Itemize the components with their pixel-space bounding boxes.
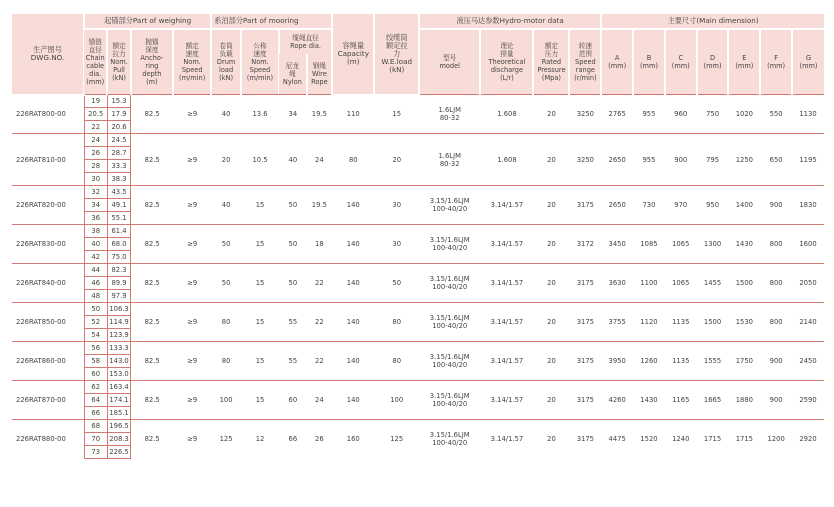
theoretical-discharge-cell: 3.14/1.57 <box>480 342 533 381</box>
drum-load-cell: 40 <box>211 186 241 225</box>
speed-range-cell: 3175 <box>569 264 601 303</box>
we-load-cell: 125 <box>374 420 419 459</box>
nom-pull-cell: 38.3 <box>107 173 130 186</box>
dim-d-cell: 1300 <box>697 225 729 264</box>
rated-pressure-cell: 20 <box>533 225 569 264</box>
nom-pull-cell: 24.5 <box>107 134 130 147</box>
dim-a-cell: 4475 <box>601 420 633 459</box>
theoretical-discharge-cell: 3.14/1.57 <box>480 225 533 264</box>
we-load-cell: 100 <box>374 381 419 420</box>
drum-load-cell: 40 <box>211 95 241 134</box>
chain-dia-cell: 70 <box>84 433 107 446</box>
drum-load-cell: 80 <box>211 342 241 381</box>
capacity-cell: 140 <box>332 225 374 264</box>
anchoring-depth-cell: 82.5 <box>131 225 173 264</box>
speed-range-cell: 3175 <box>569 342 601 381</box>
wire-rope-dia-cell: 24 <box>307 134 332 186</box>
rated-pressure-cell: 20 <box>533 342 569 381</box>
nom-pull-cell: 17.9 <box>107 108 130 121</box>
dwg-no-cell: 226RAT830-00 <box>12 225 84 264</box>
anchoring-depth-cell: 82.5 <box>131 134 173 186</box>
header-nom-pull: 额定 拉力 Nom. Pull (kN) <box>107 29 130 95</box>
moor-speed-cell: 15 <box>241 303 279 342</box>
header-dwg-no: 生产图号 DWG.NO. <box>12 14 84 95</box>
dim-e-cell: 1750 <box>728 342 760 381</box>
chain-dia-cell: 64 <box>84 394 107 407</box>
motor-model-cell: 3.15/1.6LJM 100-40/20 <box>419 186 480 225</box>
nom-pull-cell: 89.9 <box>107 277 130 290</box>
dim-b-cell: 1100 <box>633 264 665 303</box>
header-dim-d: D (mm) <box>697 29 729 95</box>
moor-speed-cell: 15 <box>241 225 279 264</box>
nom-pull-cell: 15.3 <box>107 95 130 108</box>
nom-pull-cell: 208.3 <box>107 433 130 446</box>
wire-rope-dia-cell: 19.5 <box>307 95 332 134</box>
drum-load-cell: 20 <box>211 134 241 186</box>
nom-pull-cell: 153.0 <box>107 368 130 381</box>
capacity-cell: 140 <box>332 264 374 303</box>
header-speed-range: 转速 范围 Speed range (r/min) <box>569 29 601 95</box>
anchoring-depth-cell: 82.5 <box>131 95 173 134</box>
dim-a-cell: 3755 <box>601 303 633 342</box>
theoretical-discharge-cell: 3.14/1.57 <box>480 303 533 342</box>
chain-dia-cell: 22 <box>84 121 107 134</box>
nom-pull-cell: 97.9 <box>107 290 130 303</box>
anchoring-depth-cell: 82.5 <box>131 381 173 420</box>
dim-f-cell: 900 <box>760 381 792 420</box>
spec-table-body <box>12 95 824 459</box>
dim-b-cell: 1520 <box>633 420 665 459</box>
we-load-cell: 80 <box>374 303 419 342</box>
table-row <box>12 186 824 199</box>
dim-f-cell: 650 <box>760 134 792 186</box>
chain-dia-cell: 36 <box>84 212 107 225</box>
moor-speed-cell: 15 <box>241 264 279 303</box>
dim-f-cell: 1200 <box>760 420 792 459</box>
dim-b-cell: 955 <box>633 134 665 186</box>
dwg-no-cell: 226RAT860-00 <box>12 342 84 381</box>
dim-b-cell: 1430 <box>633 381 665 420</box>
chain-dia-cell: 66 <box>84 407 107 420</box>
dim-g-cell: 2590 <box>792 381 824 420</box>
dim-g-cell: 2920 <box>792 420 824 459</box>
dim-a-cell: 2650 <box>601 134 633 186</box>
speed-range-cell: 3175 <box>569 381 601 420</box>
dim-a-cell: 3630 <box>601 264 633 303</box>
dim-g-cell: 1130 <box>792 95 824 134</box>
weigh-speed-cell: ≥9 <box>173 420 211 459</box>
chain-dia-cell: 30 <box>84 173 107 186</box>
weigh-speed-cell: ≥9 <box>173 303 211 342</box>
table-row <box>12 303 824 316</box>
header-rated-pressure: 额定 压力 Rated Pressure (Mpa) <box>533 29 569 95</box>
speed-range-cell: 3175 <box>569 303 601 342</box>
chain-dia-cell: 42 <box>84 251 107 264</box>
dim-f-cell: 900 <box>760 342 792 381</box>
nom-pull-cell: 20.6 <box>107 121 130 134</box>
weigh-speed-cell: ≥9 <box>173 225 211 264</box>
header-dim-g: G (mm) <box>792 29 824 95</box>
dim-f-cell: 800 <box>760 264 792 303</box>
dim-c-cell: 1135 <box>665 342 697 381</box>
chain-dia-cell: 60 <box>84 368 107 381</box>
weigh-speed-cell: ≥9 <box>173 342 211 381</box>
anchoring-depth-cell: 82.5 <box>131 420 173 459</box>
dim-a-cell: 2650 <box>601 186 633 225</box>
dim-a-cell: 3450 <box>601 225 633 264</box>
anchoring-depth-cell: 82.5 <box>131 264 173 303</box>
dwg-no-cell: 226RAT840-00 <box>12 264 84 303</box>
nylon-dia-cell: 50 <box>279 225 307 264</box>
weigh-speed-cell: ≥9 <box>173 381 211 420</box>
nom-pull-cell: 82.3 <box>107 264 130 277</box>
we-load-cell: 50 <box>374 264 419 303</box>
header-moor-speed: 公称 速度 Nom. Speed (m/min) <box>241 29 279 95</box>
chain-dia-cell: 24 <box>84 134 107 147</box>
table-row <box>12 225 824 238</box>
dim-c-cell: 900 <box>665 134 697 186</box>
we-load-cell: 20 <box>374 134 419 186</box>
we-load-cell: 15 <box>374 95 419 134</box>
dim-f-cell: 800 <box>760 225 792 264</box>
nylon-dia-cell: 34 <box>279 95 307 134</box>
table-row <box>12 342 824 355</box>
nylon-dia-cell: 55 <box>279 303 307 342</box>
dim-c-cell: 1135 <box>665 303 697 342</box>
dim-f-cell: 550 <box>760 95 792 134</box>
drum-load-cell: 100 <box>211 381 241 420</box>
motor-model-cell: 3.15/1.6LJM 100-40/20 <box>419 420 480 459</box>
dim-g-cell: 2140 <box>792 303 824 342</box>
wire-rope-dia-cell: 22 <box>307 342 332 381</box>
dim-g-cell: 2450 <box>792 342 824 381</box>
header-group-mooring: 系泊部分Part of mooring <box>211 14 332 29</box>
rated-pressure-cell: 20 <box>533 264 569 303</box>
nom-pull-cell: 43.5 <box>107 186 130 199</box>
anchoring-depth-cell: 82.5 <box>131 186 173 225</box>
dim-c-cell: 1165 <box>665 381 697 420</box>
chain-dia-cell: 52 <box>84 316 107 329</box>
theoretical-discharge-cell: 3.14/1.57 <box>480 186 533 225</box>
wire-rope-dia-cell: 22 <box>307 303 332 342</box>
capacity-cell: 140 <box>332 342 374 381</box>
header-anchoring-depth: 抛锚 深度 Ancho- ring depth (m) <box>131 29 173 95</box>
nom-pull-cell: 61.4 <box>107 225 130 238</box>
nom-pull-cell: 123.9 <box>107 329 130 342</box>
dim-b-cell: 1120 <box>633 303 665 342</box>
header-group-motor: 液压马达参数Hydro-motor data <box>419 14 601 29</box>
chain-dia-cell: 28 <box>84 160 107 173</box>
dim-g-cell: 1600 <box>792 225 824 264</box>
dwg-no-cell: 226RAT800-00 <box>12 95 84 134</box>
dim-d-cell: 795 <box>697 134 729 186</box>
nom-pull-cell: 226.5 <box>107 446 130 459</box>
table-row <box>12 381 824 394</box>
dim-a-cell: 3950 <box>601 342 633 381</box>
anchoring-depth-cell: 82.5 <box>131 342 173 381</box>
header-chain-dia: 锚链 直径 Chain cable dia. (mm) <box>84 29 107 95</box>
rated-pressure-cell: 20 <box>533 186 569 225</box>
anchoring-depth-cell: 82.5 <box>131 303 173 342</box>
chain-dia-cell: 34 <box>84 199 107 212</box>
dim-f-cell: 900 <box>760 186 792 225</box>
dim-c-cell: 960 <box>665 95 697 134</box>
chain-dia-cell: 32 <box>84 186 107 199</box>
moor-speed-cell: 10.5 <box>241 134 279 186</box>
chain-dia-cell: 58 <box>84 355 107 368</box>
nom-pull-cell: 196.5 <box>107 420 130 433</box>
weigh-speed-cell: ≥9 <box>173 186 211 225</box>
motor-model-cell: 3.15/1.6LJM 100-40/20 <box>419 225 480 264</box>
chain-dia-cell: 40 <box>84 238 107 251</box>
speed-range-cell: 3175 <box>569 186 601 225</box>
dim-e-cell: 1530 <box>728 303 760 342</box>
dim-c-cell: 1240 <box>665 420 697 459</box>
dim-d-cell: 1665 <box>697 381 729 420</box>
rated-pressure-cell: 20 <box>533 134 569 186</box>
nom-pull-cell: 106.3 <box>107 303 130 316</box>
theoretical-discharge-cell: 3.14/1.57 <box>480 420 533 459</box>
moor-speed-cell: 15 <box>241 186 279 225</box>
nom-pull-cell: 55.1 <box>107 212 130 225</box>
chain-dia-cell: 19 <box>84 95 107 108</box>
dim-e-cell: 1400 <box>728 186 760 225</box>
rated-pressure-cell: 20 <box>533 95 569 134</box>
wire-rope-dia-cell: 19.5 <box>307 186 332 225</box>
chain-dia-cell: 38 <box>84 225 107 238</box>
header-weigh-speed: 额定 速度 Nom. Speed (m/min) <box>173 29 211 95</box>
theoretical-discharge-cell: 3.14/1.57 <box>480 381 533 420</box>
weigh-speed-cell: ≥9 <box>173 264 211 303</box>
nom-pull-cell: 68.0 <box>107 238 130 251</box>
dim-d-cell: 1500 <box>697 303 729 342</box>
dim-e-cell: 1430 <box>728 225 760 264</box>
table-row <box>12 264 824 277</box>
dim-b-cell: 730 <box>633 186 665 225</box>
nom-pull-cell: 163.4 <box>107 381 130 394</box>
dim-g-cell: 1830 <box>792 186 824 225</box>
chain-dia-cell: 62 <box>84 381 107 394</box>
dwg-no-cell: 226RAT810-00 <box>12 134 84 186</box>
speed-range-cell: 3250 <box>569 134 601 186</box>
rated-pressure-cell: 20 <box>533 303 569 342</box>
motor-model-cell: 1.6LJM 80-32 <box>419 134 480 186</box>
table-row <box>12 134 824 147</box>
header-we-load: 绞缆筒 额定拉 力 W.E.load (kN) <box>374 14 419 95</box>
dim-d-cell: 950 <box>697 186 729 225</box>
dim-d-cell: 1455 <box>697 264 729 303</box>
nom-pull-cell: 75.0 <box>107 251 130 264</box>
chain-dia-cell: 56 <box>84 342 107 355</box>
header-capacity: 容绳量 Capacity (m) <box>332 14 374 95</box>
rated-pressure-cell: 20 <box>533 381 569 420</box>
dim-a-cell: 2765 <box>601 95 633 134</box>
chain-dia-cell: 20.5 <box>84 108 107 121</box>
speed-range-cell: 3175 <box>569 420 601 459</box>
table-row <box>12 420 824 433</box>
motor-model-cell: 3.15/1.6LJM 100-40/20 <box>419 303 480 342</box>
header-model: 型号 model <box>419 29 480 95</box>
moor-speed-cell: 12 <box>241 420 279 459</box>
wire-rope-dia-cell: 22 <box>307 264 332 303</box>
header-drum-load: 卷筒 负载 Drum load (kN) <box>211 29 241 95</box>
dim-d-cell: 1715 <box>697 420 729 459</box>
nom-pull-cell: 185.1 <box>107 407 130 420</box>
nylon-dia-cell: 60 <box>279 381 307 420</box>
header-dim-f: F (mm) <box>760 29 792 95</box>
we-load-cell: 80 <box>374 342 419 381</box>
moor-speed-cell: 13.6 <box>241 95 279 134</box>
dim-e-cell: 1880 <box>728 381 760 420</box>
windlass-spec-table <box>12 14 824 459</box>
nom-pull-cell: 143.0 <box>107 355 130 368</box>
drum-load-cell: 50 <box>211 264 241 303</box>
dim-g-cell: 1195 <box>792 134 824 186</box>
nom-pull-cell: 114.9 <box>107 316 130 329</box>
nom-pull-cell: 28.7 <box>107 147 130 160</box>
dim-b-cell: 1085 <box>633 225 665 264</box>
speed-range-cell: 3172 <box>569 225 601 264</box>
header-theoretical-discharge: 理论 排量 Theoretical discharge (L/r) <box>480 29 533 95</box>
dim-g-cell: 2050 <box>792 264 824 303</box>
we-load-cell: 30 <box>374 186 419 225</box>
chain-dia-cell: 44 <box>84 264 107 277</box>
header-wire-rope: 钢绳 Wire Rope <box>307 54 332 95</box>
drum-load-cell: 50 <box>211 225 241 264</box>
theoretical-discharge-cell: 1.608 <box>480 134 533 186</box>
we-load-cell: 30 <box>374 225 419 264</box>
chain-dia-cell: 54 <box>84 329 107 342</box>
nylon-dia-cell: 66 <box>279 420 307 459</box>
capacity-cell: 80 <box>332 134 374 186</box>
header-dim-c: C (mm) <box>665 29 697 95</box>
dim-c-cell: 970 <box>665 186 697 225</box>
moor-speed-cell: 15 <box>241 381 279 420</box>
dim-d-cell: 750 <box>697 95 729 134</box>
chain-dia-cell: 73 <box>84 446 107 459</box>
capacity-cell: 110 <box>332 95 374 134</box>
motor-model-cell: 3.15/1.6LJM 100-40/20 <box>419 264 480 303</box>
header-dim-e: E (mm) <box>728 29 760 95</box>
motor-model-cell: 3.15/1.6LJM 100-40/20 <box>419 342 480 381</box>
dim-e-cell: 1500 <box>728 264 760 303</box>
dwg-no-cell: 226RAT870-00 <box>12 381 84 420</box>
dim-a-cell: 4260 <box>601 381 633 420</box>
nylon-dia-cell: 50 <box>279 186 307 225</box>
nylon-dia-cell: 50 <box>279 264 307 303</box>
nom-pull-cell: 133.3 <box>107 342 130 355</box>
moor-speed-cell: 15 <box>241 342 279 381</box>
wire-rope-dia-cell: 18 <box>307 225 332 264</box>
dwg-no-cell: 226RAT820-00 <box>12 186 84 225</box>
chain-dia-cell: 50 <box>84 303 107 316</box>
capacity-cell: 140 <box>332 186 374 225</box>
dim-d-cell: 1555 <box>697 342 729 381</box>
header-group-dimension: 主要尺寸(Main dimension) <box>601 14 824 29</box>
motor-model-cell: 1.6LJM 80-32 <box>419 95 480 134</box>
drum-load-cell: 80 <box>211 303 241 342</box>
header-nylon: 尼龙 绳 Nylon <box>279 54 307 95</box>
dim-b-cell: 955 <box>633 95 665 134</box>
weigh-speed-cell: ≥9 <box>173 95 211 134</box>
capacity-cell: 140 <box>332 381 374 420</box>
chain-dia-cell: 46 <box>84 277 107 290</box>
dwg-no-cell: 226RAT850-00 <box>12 303 84 342</box>
rated-pressure-cell: 20 <box>533 420 569 459</box>
dim-c-cell: 1065 <box>665 264 697 303</box>
header-dim-a: A (mm) <box>601 29 633 95</box>
capacity-cell: 160 <box>332 420 374 459</box>
dim-e-cell: 1020 <box>728 95 760 134</box>
dim-f-cell: 800 <box>760 303 792 342</box>
theoretical-discharge-cell: 3.14/1.57 <box>480 264 533 303</box>
header-dim-b: B (mm) <box>633 29 665 95</box>
nom-pull-cell: 174.1 <box>107 394 130 407</box>
dim-c-cell: 1065 <box>665 225 697 264</box>
nylon-dia-cell: 40 <box>279 134 307 186</box>
dwg-no-cell: 226RAT880-00 <box>12 420 84 459</box>
dim-b-cell: 1260 <box>633 342 665 381</box>
motor-model-cell: 3.15/1.6LJM 100-40/20 <box>419 381 480 420</box>
nom-pull-cell: 49.1 <box>107 199 130 212</box>
nom-pull-cell: 33.3 <box>107 160 130 173</box>
header-rope-dia: 缆绳直径 Rope dia. <box>279 29 332 54</box>
drum-load-cell: 125 <box>211 420 241 459</box>
chain-dia-cell: 26 <box>84 147 107 160</box>
weigh-speed-cell: ≥9 <box>173 134 211 186</box>
theoretical-discharge-cell: 1.608 <box>480 95 533 134</box>
speed-range-cell: 3250 <box>569 95 601 134</box>
dim-e-cell: 1715 <box>728 420 760 459</box>
capacity-cell: 140 <box>332 303 374 342</box>
chain-dia-cell: 68 <box>84 420 107 433</box>
wire-rope-dia-cell: 26 <box>307 420 332 459</box>
table-row <box>12 95 824 108</box>
dim-e-cell: 1250 <box>728 134 760 186</box>
wire-rope-dia-cell: 24 <box>307 381 332 420</box>
header-group-weighing: 起锚部分Part of weighing <box>84 14 211 29</box>
chain-dia-cell: 48 <box>84 290 107 303</box>
nylon-dia-cell: 55 <box>279 342 307 381</box>
